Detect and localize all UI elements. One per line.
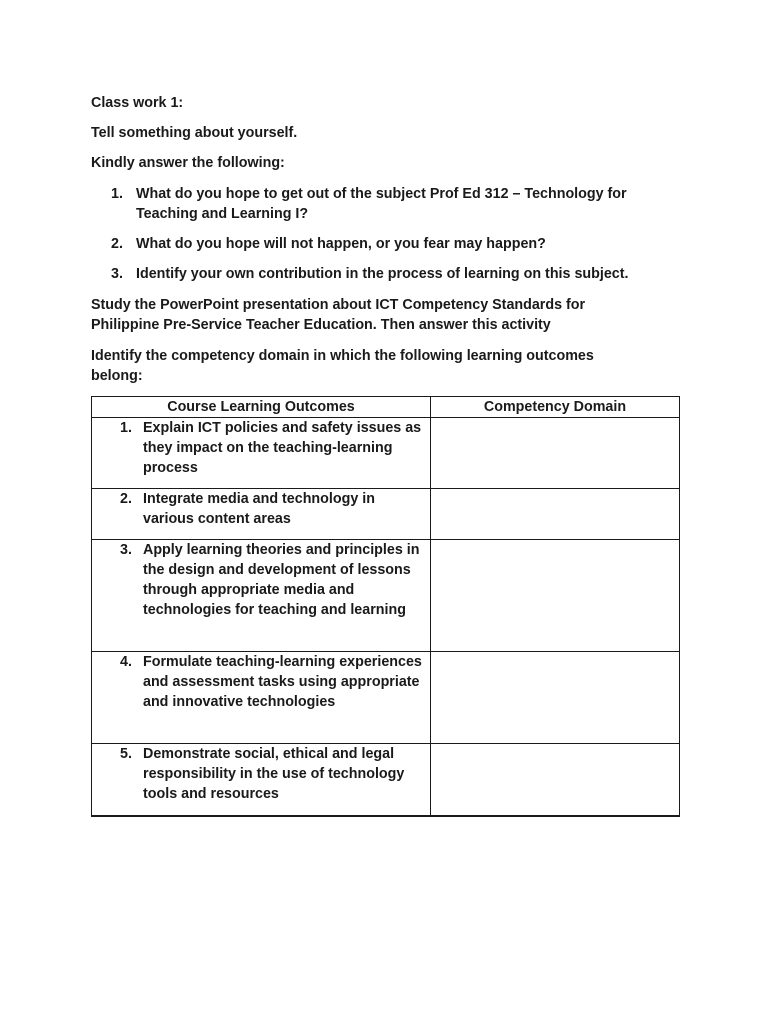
question-text: What do you hope will not happen, or you fear may happen? (136, 236, 546, 252)
table-row (92, 418, 680, 489)
table-row (92, 540, 680, 652)
domain-cell[interactable] (431, 652, 680, 744)
table-header-row (92, 397, 680, 418)
outcomes-table (91, 396, 680, 817)
outcome-cell (92, 744, 431, 816)
outcome-text: Integrate media and technology in various content areas (143, 491, 375, 527)
prompt-text: Kindly answer the following: (91, 155, 285, 171)
question-text: What do you hope to get out of the subject Prof Ed 312 – Technology for (136, 186, 627, 202)
table-row (92, 489, 680, 540)
outcome-number: 3. (120, 542, 132, 558)
domain-cell[interactable] (431, 744, 680, 816)
outcome-text: Demonstrate social, ethical and legal responsibility in the use of technology tools and resources (143, 746, 405, 802)
outcome-text: Formulate teaching-learning experiences and assessment tasks using appropriate and innovative technologies (143, 654, 422, 710)
question-text: Teaching and Learning I? (136, 206, 309, 222)
identify-instruction: belong: (91, 368, 143, 384)
header-competency-domain: Competency Domain (431, 397, 680, 418)
table-row (92, 744, 680, 816)
domain-cell[interactable] (431, 418, 680, 489)
identify-instruction: Identify the competency domain in which the following learning outcomes (91, 348, 594, 364)
outcome-text: Explain ICT policies and safety issues as they impact on the teaching-learning process (143, 420, 422, 476)
outcome-number: 5. (120, 746, 132, 762)
outcome-cell (92, 652, 431, 744)
outcome-number: 4. (120, 654, 132, 670)
page-heading: Class work 1: (91, 95, 184, 111)
question-number: 3. (111, 266, 123, 282)
table-row (92, 652, 680, 744)
study-instruction: Philippine Pre-Service Teacher Education. Then answer this activity (91, 317, 551, 333)
outcome-text: Apply learning theories and principles in the design and development of lessons through appropriate media and technologies for teaching and learning (143, 542, 420, 618)
domain-cell[interactable] (431, 540, 680, 652)
question-number: 1. (111, 186, 123, 202)
header-course-learning-outcomes: Course Learning Outcomes (92, 397, 431, 418)
intro-text: Tell something about yourself. (91, 125, 298, 141)
outcome-cell (92, 489, 431, 540)
study-instruction: Study the PowerPoint presentation about ICT Competency Standards for (91, 297, 586, 313)
outcome-cell (92, 418, 431, 489)
question-number: 2. (111, 236, 123, 252)
question-text: Identify your own contribution in the process of learning on this subject. (136, 266, 629, 282)
outcome-number: 2. (120, 491, 132, 507)
outcome-number: 1. (120, 420, 132, 436)
domain-cell[interactable] (431, 489, 680, 540)
outcome-cell (92, 540, 431, 652)
